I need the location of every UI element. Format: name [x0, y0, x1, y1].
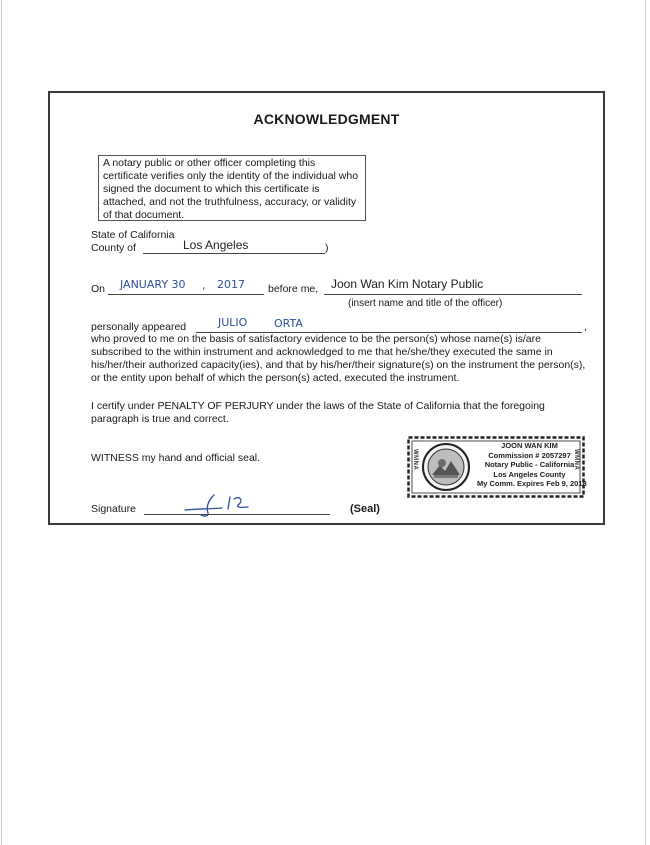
seal-side-left: WMNA — [412, 449, 418, 471]
date-line — [108, 294, 264, 295]
acknowledgment-body: who proved to me on the basis of satisfactory evidence to be the person(s) whose name(s) is/are subscribed to the within instrument and acknowledged to me that he/she/they executed the same in his/her/their authorized capacity(ies), and that by his/her/their signature(s) on the instrument the person(s), or the entity upon behalf of which the person(s) acted, executed the instrument. — [91, 333, 586, 384]
signature-label: Signature — [91, 503, 136, 515]
appeared-last-name: ORTA — [274, 317, 303, 330]
form-title: ACKNOWLEDGMENT — [253, 111, 400, 127]
notice-box: A notary public or other officer completing this certificate verifies only the identity of the individual who signed the document to which this certificate is attached, and not the truthfulness, accuracy, or validity of that document. — [98, 155, 366, 221]
seal-side-right: WMNA — [573, 449, 579, 471]
seal-commission: Commission # 2057297 — [488, 450, 571, 460]
seal-name: JOON WAN KIM — [501, 441, 558, 450]
appeared-first-name: JULIO — [218, 316, 248, 329]
officer-line — [324, 294, 582, 295]
county-label: County of — [91, 242, 136, 254]
date-month-day: JANUARY 30 — [120, 278, 186, 291]
california-seal-icon — [418, 441, 474, 493]
perjury-statement: I certify under PENALTY OF PERJURY under the laws of the State of California that the foregoing paragraph is true and correct. — [91, 400, 545, 425]
page-edge-left — [1, 0, 2, 845]
date-year: 2017 — [217, 278, 245, 291]
officer-name: Joon Wan Kim Notary Public — [331, 277, 484, 291]
on-label: On — [91, 283, 106, 295]
county-line — [143, 253, 325, 254]
seal-title: Notary Public - California — [484, 460, 575, 469]
county-close-paren: ) — [325, 242, 329, 254]
county-value: Los Angeles — [183, 238, 249, 252]
appeared-comma: , — [584, 321, 587, 333]
notary-seal-stamp — [407, 436, 585, 498]
handwritten-signature — [182, 489, 262, 519]
seal-label: (Seal) — [350, 503, 380, 515]
before-me-label: before me, — [268, 283, 319, 295]
date-separator: , — [202, 279, 206, 292]
seal-text-block — [477, 441, 587, 489]
seal-expires: My Comm. Expires Feb 9, 2018 — [477, 479, 587, 488]
acknowledgment-form — [48, 91, 605, 525]
seal-county: Los Angeles County — [493, 469, 566, 479]
state-label: State of California — [91, 229, 175, 241]
witness-statement: WITNESS my hand and official seal. — [91, 452, 261, 464]
appeared-label: personally appeared — [91, 321, 187, 333]
page-edge-right — [645, 0, 646, 845]
officer-hint: (insert name and title of the officer) — [348, 298, 503, 309]
